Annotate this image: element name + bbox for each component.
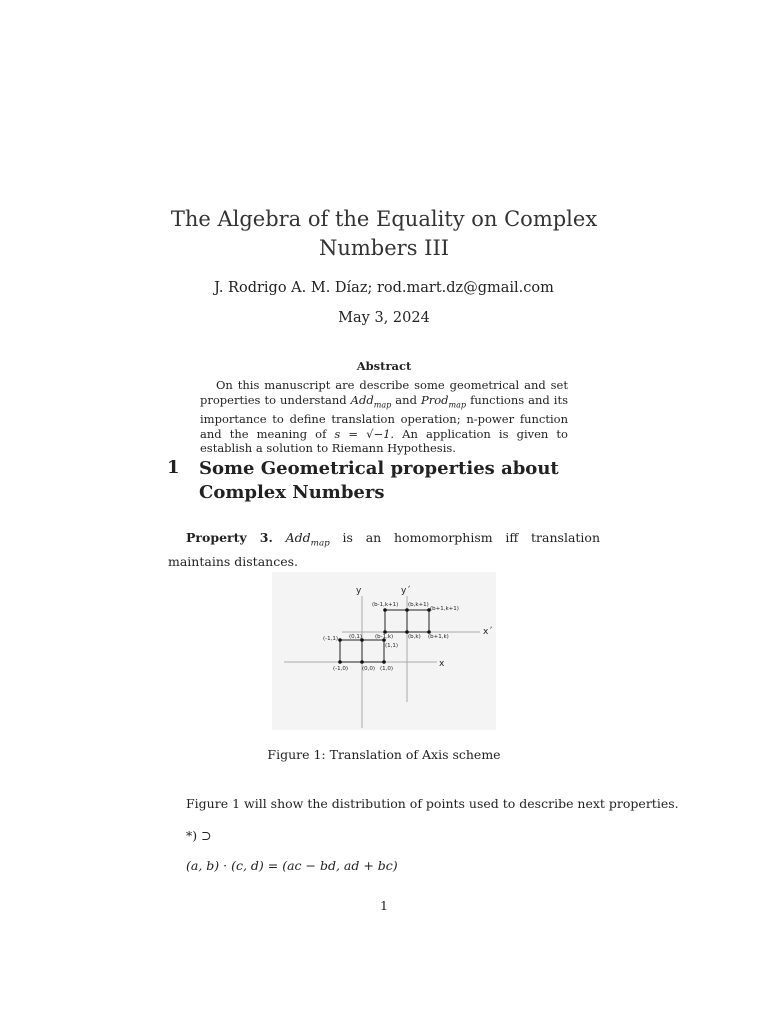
map-subscript: map: [373, 399, 392, 409]
x-axis-label: x: [439, 659, 445, 669]
label-m1-1: (-1,1): [323, 636, 339, 642]
figure-caption: Figure 1: Translation of Axis scheme: [267, 747, 501, 762]
map-subscript: map: [448, 399, 467, 409]
paper-title: [0, 205, 768, 263]
point-b1-k1: [383, 608, 387, 612]
map-subscript: map: [310, 538, 330, 549]
page-number: 1: [380, 898, 388, 913]
label-1-0: (1,0): [380, 666, 394, 672]
prod-term: Prod: [420, 392, 449, 407]
add-term: Add: [350, 392, 374, 407]
title-line-1: The Algebra of the Equality on Complex: [170, 207, 598, 231]
abstract-body: [200, 378, 568, 456]
author-line: J. Rodrigo A. M. Díaz; rod.mart.dz@gmail.com: [214, 280, 554, 296]
label-m1-0: (-1,0): [333, 666, 349, 672]
label-bp1-k: (b+1,k): [428, 634, 449, 640]
label-b1-k: (b-1,k): [375, 634, 394, 640]
property-text: is an homomorphism iff translation maintains distances.: [168, 530, 600, 569]
point-m1-1: [338, 638, 342, 642]
date-line: May 3, 2024: [338, 310, 430, 326]
section-number: 1: [167, 457, 180, 478]
label-1-1: (1,1): [385, 643, 399, 649]
label-b1-k1: (b-1,k+1): [372, 602, 399, 608]
label-bp1-kp1: (b+1,k+1): [430, 606, 459, 612]
point-1-0: [382, 660, 386, 664]
add-term: Add: [285, 530, 311, 545]
y-prime-axis-label: y´: [401, 586, 411, 596]
product-formula: (a, b) · (c, d) = (ac − bd, ad + bc): [186, 858, 398, 873]
point-m1-0: [338, 660, 342, 664]
abstract-heading: Abstract: [356, 359, 412, 373]
abstract-text-3: functions and its importance to define translation operation; n-power function and the meaning of: [200, 392, 568, 441]
x-prime-axis-label: x´: [483, 627, 493, 637]
figure-translation-axis: [272, 572, 496, 730]
property-statement: [168, 529, 600, 570]
body-paragraph: Figure 1 will show the distribution of points used to describe next properties.: [186, 796, 679, 811]
y-axis-label: y: [356, 586, 362, 596]
s-equation: s = √−1: [334, 426, 391, 441]
label-b-k1: (b,k+1): [408, 602, 429, 608]
list-marker: *) ⊃: [186, 828, 212, 843]
title-line-2: Numbers III: [318, 236, 450, 260]
axis-diagram: [272, 572, 496, 730]
point-0-0: [360, 660, 364, 664]
label-0-1: (0,1): [349, 634, 363, 640]
property-label: Property 3.: [186, 530, 273, 545]
abstract-text-4: . An application is given to establish a solution to Riemann Hypothesis.: [200, 426, 568, 456]
point-b-k1: [405, 608, 409, 612]
label-0-0: (0,0): [362, 666, 376, 672]
label-b-k: (b,k): [408, 634, 421, 640]
abstract-text-1: On this manuscript are describe some geometrical and set properties to understand: [200, 378, 568, 407]
abstract-text-2: and: [391, 392, 421, 407]
section-title: Some Geometrical properties about Complex Numbers: [199, 458, 559, 503]
